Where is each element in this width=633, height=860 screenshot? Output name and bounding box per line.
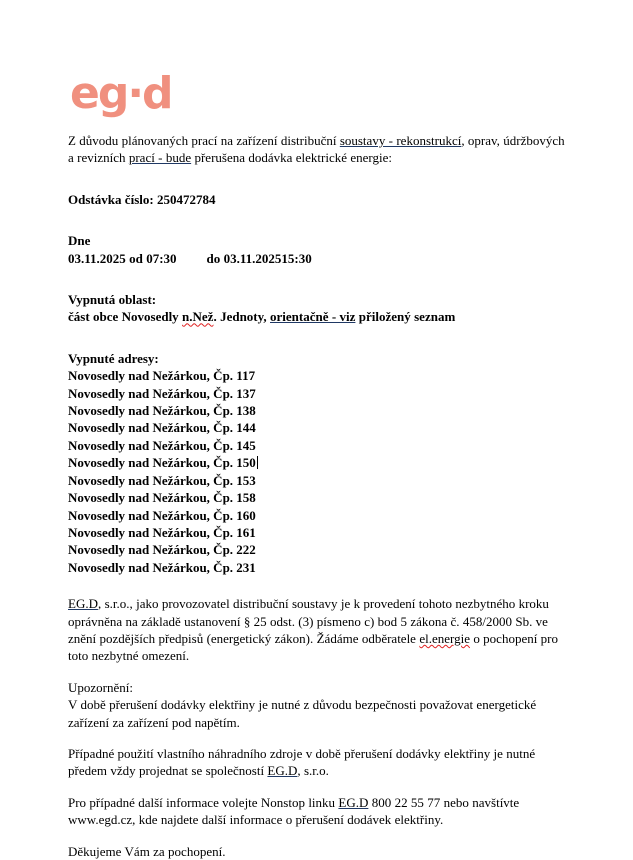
spacer bbox=[68, 326, 568, 350]
backup-text-1: Případné použití vlastního náhradního zdroje v době přerušení dodávky elektřiny je nutné předem vždy projednat se společností bbox=[68, 745, 536, 779]
list-item bbox=[68, 541, 568, 558]
list-item bbox=[68, 402, 568, 419]
address-text: Novosedly nad Nežárkou, Čp. 137 bbox=[68, 385, 256, 401]
closing-text: Děkujeme Vám za pochopení. bbox=[68, 843, 226, 859]
backup-company-mark: EG.D bbox=[267, 763, 298, 779]
address-text: Novosedly nad Nežárkou, Čp. 158 bbox=[68, 490, 256, 506]
address-text: Novosedly nad Nežárkou, Čp. 150 bbox=[68, 455, 256, 471]
address-text: Novosedly nad Nežárkou, Čp. 138 bbox=[68, 403, 256, 419]
addresses-list bbox=[68, 367, 568, 576]
intro-grammar-mark-1: soustavy - rekonstrukcí bbox=[339, 133, 462, 148]
area-heading: Vypnutá oblast: bbox=[68, 292, 157, 308]
list-item bbox=[68, 559, 568, 576]
backup-source-paragraph bbox=[68, 745, 568, 780]
contact-text-3: , kde najdete další informace o přerušení dodávek elektřiny. bbox=[132, 812, 444, 828]
list-item bbox=[68, 437, 568, 454]
area-spell-mark: n.Než bbox=[182, 309, 214, 325]
contact-text-1: Pro případné další informace volejte Nonstop linku bbox=[68, 794, 339, 810]
area-text-2: . Jednoty, bbox=[213, 309, 271, 325]
list-item bbox=[68, 472, 568, 489]
date-heading: Dne bbox=[68, 233, 91, 249]
address-text: Novosedly nad Nežárkou, Čp. 153 bbox=[68, 472, 256, 488]
backup-text-2: , s.r.o. bbox=[297, 763, 329, 779]
intro-paragraph bbox=[68, 132, 568, 167]
spacer bbox=[68, 665, 568, 679]
address-text: Novosedly nad Nežárkou, Čp. 117 bbox=[68, 368, 256, 384]
addresses-heading: Vypnuté adresy: bbox=[68, 350, 159, 366]
notice-heading: Upozornění: bbox=[68, 679, 133, 695]
area-description bbox=[68, 308, 568, 325]
spacer bbox=[68, 208, 568, 232]
area-text-1: část obce Novosedly bbox=[68, 309, 183, 325]
notice-text: V době přerušení dodávky elektřiny je nutné z důvodu bezpečnosti považovat energetické zařízení za zařízení pod napětím. bbox=[68, 697, 537, 730]
spacer bbox=[68, 731, 568, 745]
contact-company-mark: EG.D bbox=[338, 794, 369, 810]
contact-text-2: nebo navštívte bbox=[440, 794, 520, 810]
area-grammar-mark: orientačně - viz bbox=[270, 309, 356, 325]
intro-text-4: přerušena dodávka elektrické energie: bbox=[191, 150, 392, 166]
egd-logo-text: eg·d bbox=[70, 68, 172, 119]
outage-number-line: Odstávka číslo: 250472784 bbox=[68, 191, 216, 207]
list-item bbox=[68, 524, 568, 541]
spacer bbox=[68, 267, 568, 291]
text-cursor bbox=[257, 456, 258, 469]
list-item bbox=[68, 489, 568, 506]
address-text: Novosedly nad Nežárkou, Čp. 231 bbox=[68, 559, 256, 575]
contact-website: www.egd.cz bbox=[68, 812, 133, 828]
legal-text-1: , s.r.o., jako provozovatel distribuční soustavy je k provedení tohoto nezbytného kroku oprávněna na základě ustanovení § 25 odst. (3) písmeno c) bod 5 zákona č. 458/2000 Sb. ve znění pozdějších předpisů (energetický zákon). Žádáme odběratele bbox=[68, 596, 549, 646]
spacer bbox=[68, 576, 568, 595]
list-item bbox=[68, 419, 568, 436]
legal-text-2: o pochopení pro toto nezbytné omezení. bbox=[68, 630, 558, 664]
address-text: Novosedly nad Nežárkou, Čp. 160 bbox=[68, 507, 256, 523]
intro-text-3: údržbových a revizních bbox=[68, 133, 565, 166]
list-item bbox=[68, 367, 568, 384]
legal-spell-mark: el.energie bbox=[419, 630, 470, 646]
address-text: Novosedly nad Nežárkou, Čp. 161 bbox=[68, 524, 256, 540]
intro-grammar-mark-2: prací - bude bbox=[128, 150, 192, 166]
list-item bbox=[68, 507, 568, 524]
egd-logo bbox=[70, 68, 172, 120]
document-body bbox=[68, 132, 568, 860]
area-text-3: přiložený seznam bbox=[355, 309, 456, 325]
date-range-line bbox=[68, 250, 568, 267]
address-text: Novosedly nad Nežárkou, Čp. 145 bbox=[68, 437, 256, 453]
contact-paragraph bbox=[68, 794, 568, 829]
intro-text-2: , oprav, bbox=[461, 133, 500, 148]
list-item bbox=[68, 385, 568, 402]
intro-text-1: Z důvodu plánovaných prací na zařízení distribuční bbox=[68, 133, 340, 148]
legal-paragraph bbox=[68, 595, 568, 665]
date-from: 03.11.2025 od 07:30 bbox=[68, 250, 177, 266]
legal-company-mark: EG.D bbox=[68, 596, 98, 612]
list-item bbox=[68, 454, 568, 471]
address-text: Novosedly nad Nežárkou, Čp. 222 bbox=[68, 542, 256, 558]
spacer bbox=[68, 829, 568, 843]
spacer bbox=[68, 167, 568, 191]
date-to: do 03.11.202515:30 bbox=[206, 250, 312, 266]
contact-phone: 800 22 55 77 bbox=[368, 794, 441, 810]
spacer bbox=[68, 780, 568, 794]
address-text: Novosedly nad Nežárkou, Čp. 144 bbox=[68, 420, 256, 436]
